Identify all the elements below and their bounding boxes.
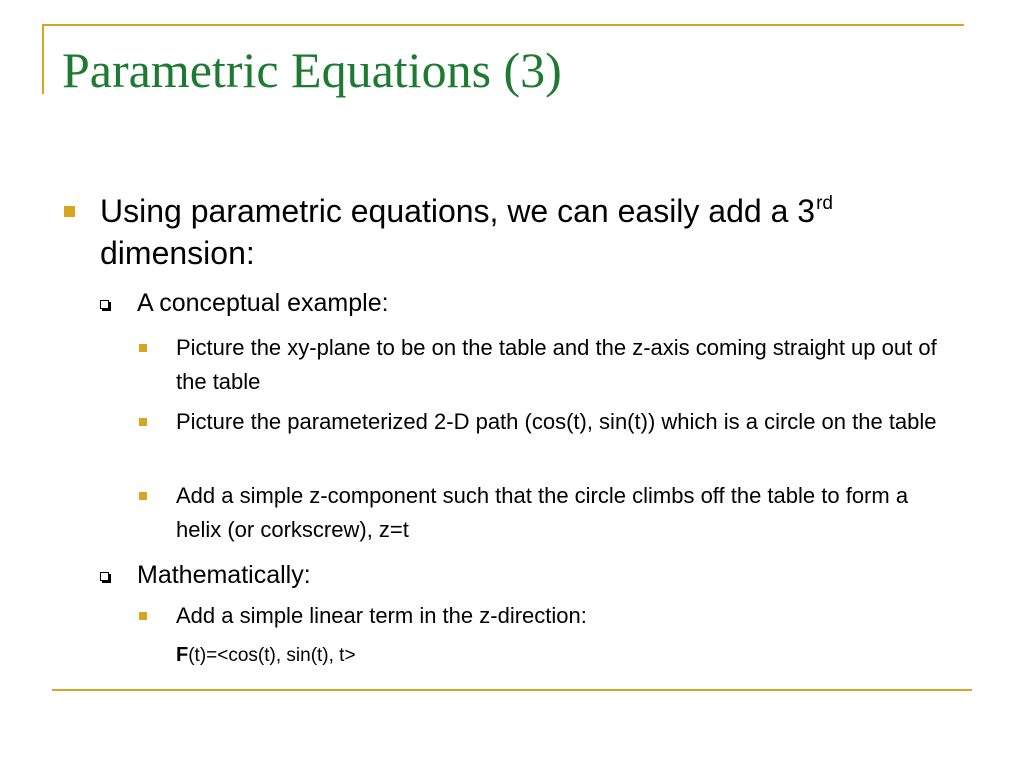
formula-line <box>176 642 356 669</box>
bullet-level1 <box>100 190 960 274</box>
small-square-bullet-icon <box>139 418 147 426</box>
item-xy-plane: Picture the xy-plane to be on the table and the z-axis coming straight up out of the table <box>176 335 937 394</box>
left-border-line <box>42 24 44 94</box>
sub-bullet-mathematically: Mathematically: <box>137 561 311 589</box>
hollow-square-bullet-icon <box>100 300 109 309</box>
bullet-level1-text-end: dimension: <box>100 235 255 271</box>
sub-bullet-conceptual-example: A conceptual example: <box>137 289 389 317</box>
formula-rest: (t)=<cos(t), sin(t), t> <box>188 645 356 666</box>
small-square-bullet-icon <box>139 492 147 500</box>
bottom-border-line <box>52 689 972 691</box>
item-2d-path: Picture the parameterized 2-D path (cos(t), sin(t)) which is a circle on the table <box>176 409 937 434</box>
top-border-line <box>42 24 964 26</box>
superscript-rd: rd <box>816 193 833 214</box>
small-square-bullet-icon <box>139 612 147 620</box>
hollow-square-bullet-icon <box>100 572 109 581</box>
formula-bold-f: F <box>176 644 189 666</box>
small-square-bullet-icon <box>139 344 147 352</box>
slide-title: Parametric Equations (3) <box>62 42 562 98</box>
square-bullet-icon <box>64 206 75 217</box>
item-linear-term: Add a simple linear term in the z-direction: <box>176 603 587 628</box>
bullet-level1-text: Using parametric equations, we can easily add a 3 <box>100 193 816 229</box>
item-z-component: Add a simple z-component such that the circle climbs off the table to form a helix (or corkscrew), z=t <box>176 483 909 542</box>
